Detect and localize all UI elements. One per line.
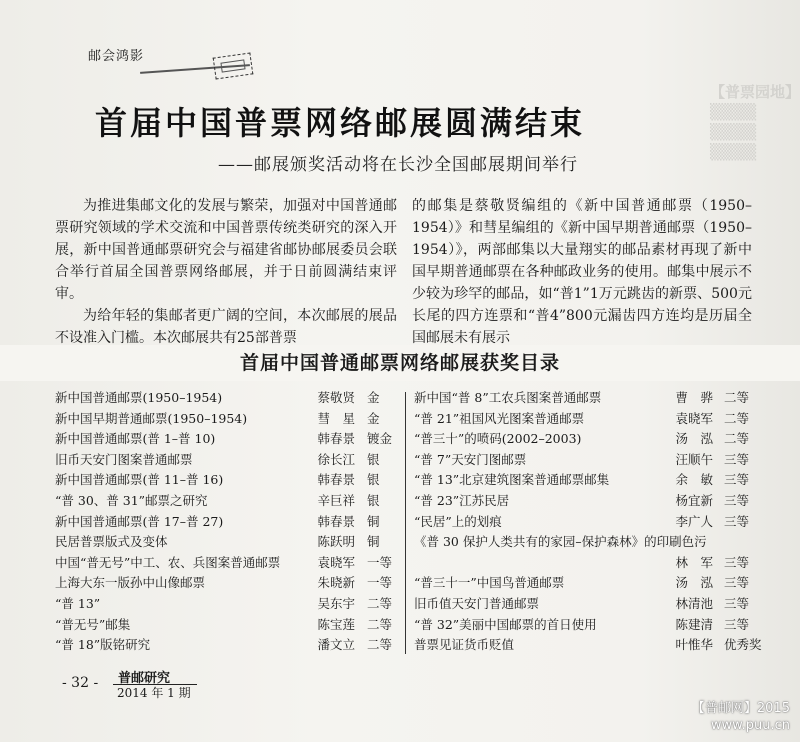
award-grade: 银	[367, 492, 380, 508]
article-title: 首届中国普票网络邮展圆满结束	[95, 104, 586, 142]
award-row	[414, 429, 754, 450]
award-grade: 金	[367, 410, 380, 426]
exhibit-name: “普 18”版铭研究	[55, 637, 151, 653]
award-row	[55, 553, 395, 574]
award-grade: 二等	[367, 595, 393, 611]
award-grade: 银	[367, 472, 380, 488]
award-grade: 银	[367, 451, 380, 467]
exhibit-name: “普 30、普 31”邮票之研究	[55, 492, 208, 508]
exhibit-name: 普票见证货币贬值	[414, 637, 515, 653]
award-grade: 三等	[724, 616, 750, 632]
exhibit-name: “普三十”的喷码(2002–2003)	[414, 431, 582, 447]
award-row	[414, 553, 754, 574]
award-grade: 一等	[367, 575, 393, 591]
award-row	[55, 635, 395, 656]
award-list-right	[414, 388, 762, 656]
award-row	[55, 429, 395, 450]
award-grade: 二等	[724, 431, 750, 447]
exhibitor-name: 袁晓军	[317, 554, 355, 570]
award-row	[55, 388, 395, 409]
article-paragraph: 的邮集是蔡敬贤编组的《新中国普通邮票（1950–1954）》和彗星编组的《新中国早期普通邮票（1950–1954）》，两部邮集以大量翔实的邮品素材再现了新中国早期普通邮票在各种邮政业务的使用。邮集中展示不少较为珍罕的邮品，如“普1”1万元跳齿的新票、500元长尾的四方连票和“普4”800元漏齿四方连均是历届全国邮展未有展示	[412, 198, 752, 345]
exhibitor-name: 汪顺午	[675, 451, 713, 467]
award-row	[414, 388, 754, 409]
exhibit-name: “普 32”美丽中国邮票的首日使用	[414, 616, 597, 632]
exhibitor-name: 朱晓新	[317, 575, 355, 591]
award-row	[55, 512, 395, 533]
award-grade: 二等	[367, 616, 393, 632]
award-grade: 二等	[724, 410, 750, 426]
exhibitor-name: 袁晓军	[675, 410, 713, 426]
exhibit-name: “普 13”北京建筑图案普通邮票邮集	[414, 472, 610, 488]
exhibitor-name: 陈建清	[675, 616, 713, 632]
award-row	[414, 615, 754, 636]
column-divider	[405, 392, 406, 654]
award-row	[414, 594, 754, 615]
issue-label: 2014 年 1 期	[113, 684, 197, 702]
exhibit-name: 旧币值天安门普通邮票	[414, 595, 540, 611]
award-row	[414, 512, 754, 533]
exhibit-name: “普 23”江苏民居	[414, 492, 510, 508]
article-subtitle: ——邮展颁奖活动将在长沙全国邮展期间举行	[218, 155, 578, 175]
article-column-right	[412, 195, 752, 345]
exhibitor-name: 曹 骅	[675, 390, 713, 405]
exhibitor-name: 潘文立	[317, 637, 355, 653]
award-grade: 二等	[724, 390, 750, 405]
exhibit-name: “普无号”邮集	[55, 616, 131, 632]
site-watermark	[640, 700, 790, 738]
exhibitor-name: 韩春景	[317, 431, 355, 447]
award-grade: 一等	[367, 554, 393, 570]
exhibit-name: 上海大东一版孙中山像邮票	[55, 575, 206, 591]
exhibit-name: 新中国早期普通邮票(1950–1954)	[55, 410, 248, 426]
exhibitor-name: 李广人	[675, 513, 713, 529]
exhibit-name: 新中国普通邮票(普 1–普 10)	[55, 431, 216, 447]
exhibitor-name: 林清池	[675, 595, 713, 611]
award-grade: 镀金	[367, 431, 393, 447]
exhibit-name: “普三十一”中国鸟普通邮票	[414, 575, 565, 591]
award-grade: 三等	[724, 492, 750, 508]
watermark-line: 【普邮网】2015	[691, 701, 790, 716]
award-row	[414, 470, 754, 491]
award-grade: 优秀奖	[724, 637, 762, 653]
article-column-left	[55, 195, 397, 345]
award-row	[55, 594, 395, 615]
exhibit-name: 民居普票版式及变体	[55, 534, 168, 550]
exhibitor-name: 蔡敬贤	[317, 390, 355, 405]
exhibit-name: “普 21”祖国风光图案普通邮票	[414, 410, 585, 426]
article-paragraph: 为给年轻的集邮者更广阔的空间，本次邮展的展品不设准入门槛。本次邮展共有25部普票	[55, 308, 397, 345]
award-row	[55, 532, 395, 553]
award-row	[414, 532, 754, 553]
exhibitor-name: 辛巨祥	[317, 492, 355, 508]
exhibit-name: 新中国“普 8”工农兵图案普通邮票	[414, 390, 602, 405]
exhibitor-name: 陈宝莲	[317, 616, 355, 632]
award-list-title: 首届中国普通邮票网络邮展获奖目录	[0, 345, 800, 381]
page-number: - 32 -	[62, 675, 99, 691]
award-grade: 三等	[724, 595, 750, 611]
award-grade: 三等	[724, 451, 750, 467]
exhibit-name: 旧币天安门图案普通邮票	[55, 451, 193, 467]
exhibit-name: 中国“普无号”中工、农、兵图案普通邮票	[55, 554, 281, 570]
exhibit-name: 《普 30 保护人类共有的家园–保护森林》的印刷色污	[414, 534, 707, 550]
exhibitor-name: 叶惟华	[675, 637, 713, 653]
watermark-url: www.puu.cn	[710, 718, 790, 733]
award-row	[55, 409, 395, 430]
award-row	[55, 491, 395, 512]
exhibitor-name: 林 军	[675, 554, 713, 570]
exhibitor-name: 徐长江	[317, 451, 355, 467]
exhibitor-name: 吴东宇	[317, 595, 355, 611]
award-row	[55, 470, 395, 491]
article-paragraph: 为推进集邮文化的发展与繁荣，加强对中国普通邮票研究领域的学术交流和中国普票传统类研究的深入开展，新中国普通邮票研究会与福建省邮协邮展委员会联合举行首届全国普票网络邮展，并于日前圆满结束评审。	[55, 198, 397, 302]
award-row	[414, 573, 754, 594]
stamp-icon	[213, 52, 254, 79]
exhibitor-name: 汤 泓	[675, 575, 713, 591]
exhibit-name: “民居”上的划痕	[414, 513, 502, 529]
exhibitor-name: 汤 泓	[675, 431, 713, 447]
award-row	[414, 450, 754, 471]
award-row	[414, 635, 762, 656]
bleed-through-text: 【普票园地】 ▒▒▒▒ ▒▒▒▒ ▒▒▒▒	[710, 83, 800, 161]
award-grade: 铜	[367, 534, 380, 550]
exhibit-name: “普 13”	[55, 595, 101, 611]
exhibitor-name: 杨宜新	[675, 492, 713, 508]
award-grade: 三等	[724, 472, 750, 488]
magazine-name: 普邮研究	[118, 671, 171, 686]
award-grade: 三等	[724, 554, 750, 570]
award-row	[55, 615, 395, 636]
exhibit-name: 新中国普通邮票(普 11–普 16)	[55, 472, 224, 488]
exhibit-name: 新中国普通邮票(普 17–普 27)	[55, 513, 224, 529]
award-list-left	[55, 388, 395, 656]
award-grade: 二等	[367, 637, 393, 653]
exhibitor-name: 彗 星	[317, 410, 355, 426]
award-grade: 金	[367, 390, 380, 405]
exhibitor-name: 韩春景	[317, 472, 355, 488]
exhibit-name: “普 7”天安门图邮票	[414, 451, 527, 467]
exhibitor-name: 韩春景	[317, 513, 355, 529]
award-grade: 三等	[724, 575, 750, 591]
award-grade: 三等	[724, 513, 750, 529]
award-grade: 铜	[367, 513, 380, 529]
exhibitor-name: 余 敏	[675, 472, 713, 488]
award-row	[55, 450, 395, 471]
award-row	[414, 491, 754, 512]
award-row	[414, 409, 754, 430]
award-row	[55, 573, 395, 594]
exhibit-name: 新中国普通邮票(1950–1954)	[55, 390, 223, 405]
exhibitor-name: 陈跃明	[317, 534, 355, 550]
section-label: 邮会鸿影	[88, 49, 145, 64]
